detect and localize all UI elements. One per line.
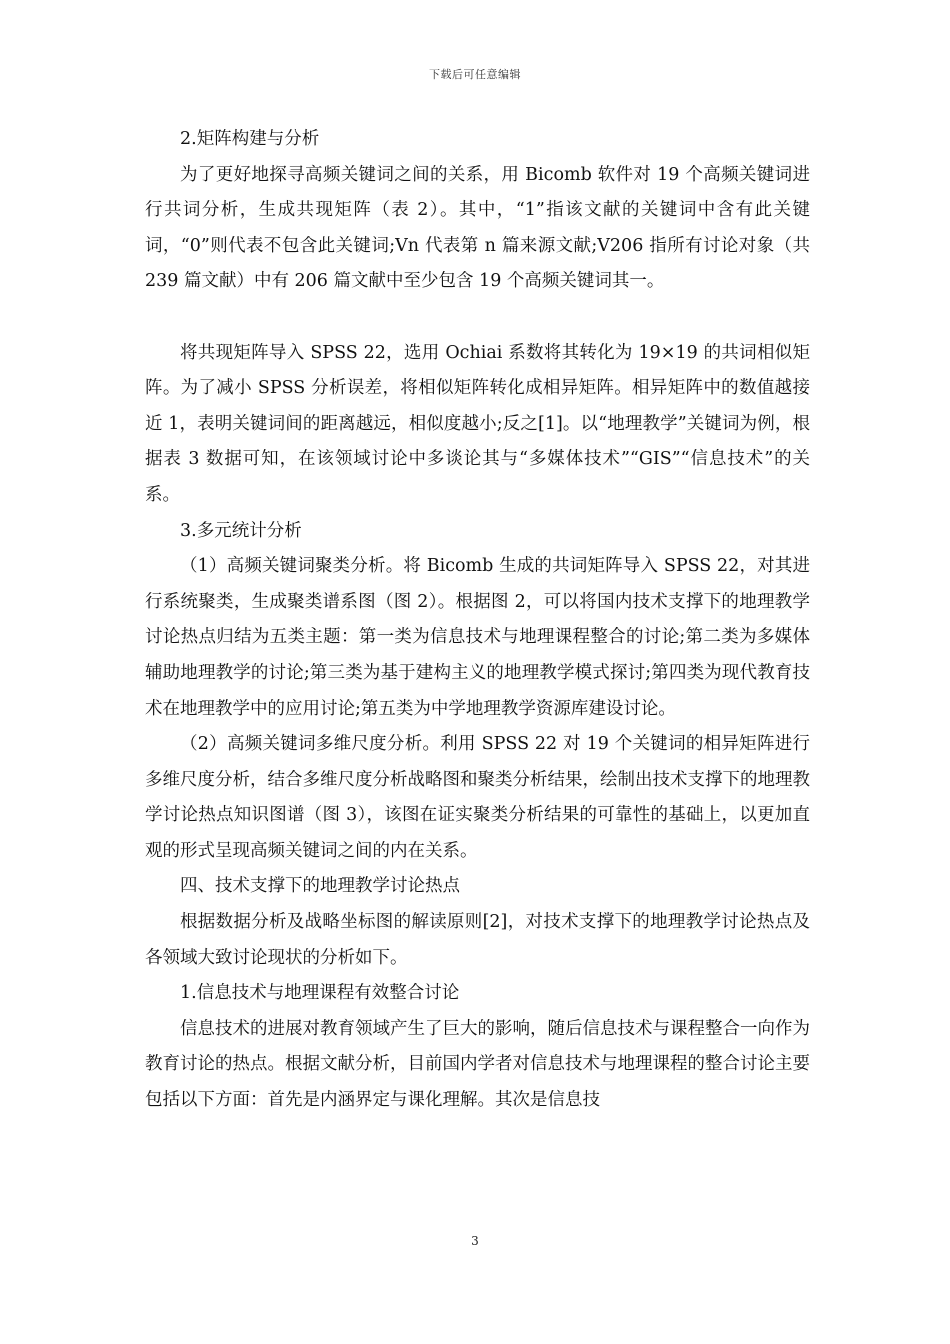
document-body: [145, 122, 810, 1119]
subsection-heading-integration: 1.信息技术与地理课程有效整合讨论: [180, 983, 460, 1004]
paragraph-cluster-analysis: （1）高频关键词聚类分析。将 Bicomb 生成的共词矩阵导入 SPSS 22，对其进行系统聚类，生成聚类谱系图（图 2）。根据图 2，可以将国内技术支撑下的地理教学讨论热点归结为五类主题：第一类为信息技术与地理课程整合的讨论;第二类为多媒体辅助地理教学的讨论;第三类为基于建构主义的地理教学模式探讨;第四类为现代教育技术在地理教学中的应用讨论;第五类为中学地理教学资源库建设讨论。: [145, 556, 810, 719]
paragraph-similarity: 将共现矩阵导入 SPSS 22，选用 Ochiai 系数将其转化为 19×19 的共词相似矩阵。为了减小 SPSS 分析误差，将相似矩阵转化成相异矩阵。相异矩阵中的数值越接近 1，表明关键词间的距离越远，相似度越小;反之[1]。以“地理教学”关键词为例，根据表 3 数据可知，在该领域讨论中多谈论其与“多媒体技术”“GIS”“信息技术”的关系。: [145, 342, 810, 505]
paragraph-mds-analysis: （2）高频关键词多维尺度分析。利用 SPSS 22 对 19 个关键词的相异矩阵进行多维尺度分析，结合多维尺度分析战略图和聚类分析结果，绘制出技术支撑下的地理教学讨论热点知识图谱（图 3），该图在证实聚类分析结果的可靠性的基础上，以更加直观的形式呈现高频关键词之间的内在关系。: [145, 734, 810, 861]
paragraph-it-integration: 信息技术的进展对教育领域产生了巨大的影响，随后信息技术与课程整合一向作为教育讨论的热点。根据文献分析，目前国内学者对信息技术与地理课程的整合讨论主要包括以下方面：首先是内涵界定与课化理解。其次是信息技: [145, 1018, 810, 1111]
paragraph-cooccurrence: 为了更好地探寻高频关键词之间的关系，用 Bicomb 软件对 19 个高频关键词进行共词分析，生成共现矩阵（表 2）。其中，“1”指该文献的关键词中含有此关键词，“0”则代表不包含此关键词;Vn 代表第 n 篇来源文献;V206 指所有讨论对象（共 239 篇文献）中有 206 篇文献中至少包含 19 个高频关键词其一。: [145, 164, 810, 292]
section-heading-matrix: 2.矩阵构建与分析: [180, 129, 320, 149]
page-header: 下载后可任意编辑: [429, 68, 521, 81]
paragraph-gap: [145, 300, 810, 336]
section-heading-hotspots: 四、技术支撑下的地理教学讨论热点: [180, 876, 460, 897]
paragraph-analysis-principle: 根据数据分析及战略坐标图的解读原则[2]，对技术支撑下的地理教学讨论热点及各领域大致讨论现状的分析如下。: [145, 912, 810, 968]
section-heading-multivariate: 3.多元统计分析: [180, 520, 302, 541]
page-number: 3: [471, 1234, 479, 1248]
